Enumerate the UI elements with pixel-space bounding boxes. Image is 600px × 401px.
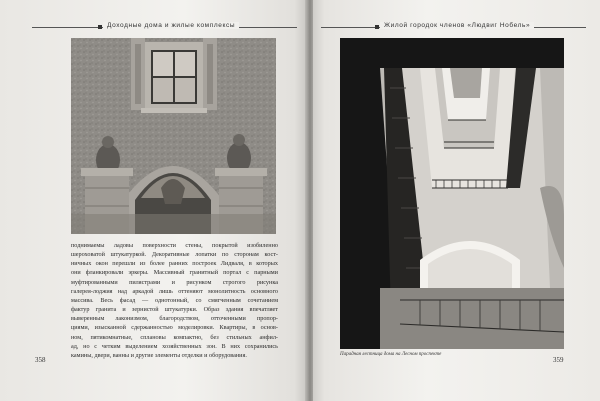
text-line: поднимаемы ладовы поверхности стены, покрытой изобиленно: [71, 242, 278, 249]
staircase-photo: [340, 38, 564, 349]
text-line: массива. Весь фасад — однотонный, со смягченным сочетанием: [71, 296, 278, 304]
text-line: выверенным лаконизмом, благородством, отточенными пропор-: [71, 315, 278, 323]
text-line: ничных окон перешли из более ранних построек Лидваля, в которых: [71, 260, 278, 268]
text-line: фактур гранита и зернистой штукатурки. Образ здания впечатляет: [71, 306, 278, 314]
text-line: муфтированными пилястрами и рисунком строгого рисунка: [71, 278, 278, 286]
text-line: камины, двери, ванны и другие элементы отделки и оборудования.: [71, 351, 247, 359]
facade-photo: [71, 38, 276, 234]
running-head: Жилой городок членов «Людвиг Нобель»: [380, 22, 534, 29]
header-marker: [98, 25, 102, 29]
text-line: галерея-лоджия над аркадой лишь оттеняют монолитность основного: [71, 287, 278, 295]
staircase-photo-image: [340, 38, 564, 349]
text-line: циями, изысканной сдержанностью моделировки. Квартиры, в основ-: [71, 324, 278, 332]
photo-caption: Парадная лестница дома на Лесном проспекте: [340, 352, 442, 357]
facade-photo-image: [71, 38, 276, 234]
text-line: ад, но с четким выделением хозяйственных зон. В них сохранились: [71, 342, 278, 350]
text-line: они фланкировали эркеры. Массивный гранитный портал с парными: [71, 269, 278, 277]
header-marker: [375, 25, 379, 29]
page-number: 358: [35, 356, 46, 364]
running-head: Доходные дома и жилые комплексы: [103, 22, 239, 29]
page-number: 359: [553, 356, 564, 364]
text-line: шероховатой штукатуркой. Декоративные лопатки по сторонам кост-: [71, 251, 278, 259]
body-text: [71, 241, 278, 360]
text-line: ном, пятикомнатные, сплановы компактно, без стильных анфил-: [71, 333, 278, 341]
